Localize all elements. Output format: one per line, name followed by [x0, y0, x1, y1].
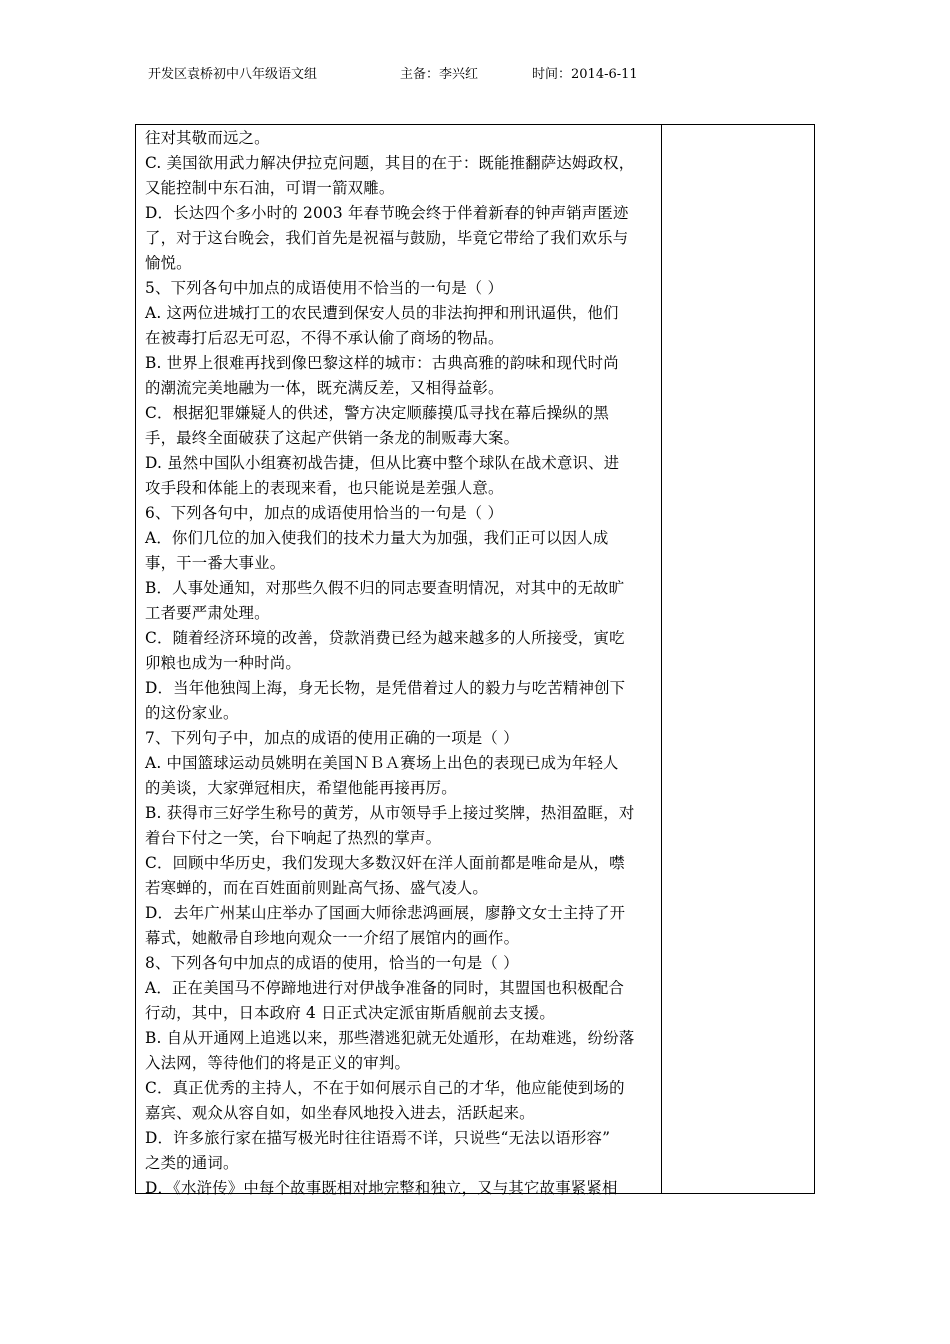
page-header: [148, 66, 638, 84]
column-divider: [661, 125, 662, 1193]
text-line: B. 获得市三好学生称号的黄芳，从市领导手上接过奖牌，热泪盈眶，对: [145, 804, 635, 822]
text-line: 愉悦。: [145, 254, 192, 272]
question-6-stem: 6、下列各句中，加点的成语使用恰当的一句是（ ）: [145, 504, 504, 522]
text-line: C. 美国欲用武力解决伊拉克问题，其目的在于：既能推翻萨达姆政权，: [145, 154, 635, 172]
text-line: 之类的通词。: [145, 1154, 239, 1172]
text-line: 卯粮也成为一种时尚。: [145, 654, 301, 672]
text-line: 若寒蝉的，而在百姓面前则趾高气扬、盛气凌人。: [145, 879, 488, 897]
text-line: D．当年他独闯上海，身无长物，是凭借着过人的毅力与吃苦精神创下: [145, 679, 626, 697]
header-time: 时间：2014-6-11: [532, 67, 638, 82]
text-line: 入法网，等待他们的将是正义的审判。: [145, 1054, 411, 1072]
text-line: C．根据犯罪嫌疑人的供述，警方决定顺藤摸瓜寻找在幕后操纵的黑: [145, 404, 610, 422]
text-line: 幕式，她敝帚自珍地向观众一一介绍了展馆内的画作。: [145, 929, 520, 947]
text-line: 工者要严肃处理。: [145, 604, 270, 622]
text-line: B. 世界上很难再找到像巴黎这样的城市：古典高雅的韵味和现代时尚: [145, 354, 619, 372]
text-line: D．长达四个多小时的 2003 年春节晚会终于伴着新春的钟声销声匿迹: [145, 204, 629, 222]
question-7-stem: 7、下列句子中，加点的成语的使用正确的一项是（ ）: [145, 729, 519, 747]
text-line: 往对其敬而远之。: [145, 129, 270, 147]
lesson-table: [135, 124, 815, 1197]
text-line: 着台下付之一笑，台下响起了热烈的掌声。: [145, 829, 442, 847]
text-line: 在被毒打后忍无可忍，不得不承认偷了商场的物品。: [145, 329, 504, 347]
text-line: C．回顾中华历史，我们发现大多数汉奸在洋人面前都是唯命是从，噤: [145, 854, 625, 872]
question-5-stem: 5、下列各句中加点的成语使用不恰当的一句是（ ）: [145, 279, 504, 297]
text-line: A．正在美国马不停蹄地进行对伊战争准备的同时，其盟国也积极配合: [145, 979, 625, 997]
text-line: 的这份家业。: [145, 704, 239, 722]
text-line: D．去年广州某山庄举办了国画大师徐悲鸿画展，廖静文女士主持了开: [145, 904, 626, 922]
text-line: D．许多旅行家在描写极光时往往语焉不详，只说些“无法以语形容”: [145, 1129, 611, 1147]
header-author: 主备：李兴红: [400, 67, 479, 82]
text-line: D．《水浒传》中每个故事既相对地完整和独立，又与其它故事紧紧相: [145, 1179, 618, 1197]
text-line: D. 虽然中国队小组赛初战告捷，但从比赛中整个球队在战术意识、进: [145, 454, 620, 472]
text-line: C．真正优秀的主持人，不在于如何展示自己的才华，他应能使到场的: [145, 1079, 625, 1097]
text-line: A．你们几位的加入使我们的技术力量大为加强，我们正可以因人成: [145, 529, 609, 547]
text-line: 嘉宾、观众从容自如，如坐春风地投入进去，活跃起来。: [145, 1104, 535, 1122]
text-line: 的潮流完美地融为一体，既充满反差，又相得益彰。: [145, 379, 504, 397]
text-line: 事，干一番大事业。: [145, 554, 286, 572]
text-line: C．随着经济环境的改善，贷款消费已经为越来越多的人所接受，寅吃: [145, 629, 625, 647]
text-line: B. 自从开通网上追逃以来，那些潜逃犯就无处遁形，在劫难逃，纷纷落: [145, 1029, 635, 1047]
question-8-stem: 8、下列各句中加点的成语的使用，恰当的一句是（ ）: [145, 954, 519, 972]
header-group: 开发区袁桥初中八年级语文组: [148, 67, 318, 82]
lesson-content: [145, 126, 655, 1201]
text-line: A. 中国篮球运动员姚明在美国ＮＢＡ赛场上出色的表现已成为年轻人: [145, 754, 619, 772]
text-line: 又能控制中东石油，可谓一箭双雕。: [145, 179, 395, 197]
text-line: 攻手段和体能上的表现来看，也只能说是差强人意。: [145, 479, 504, 497]
text-line: 手，最终全面破获了这起产供销一条龙的制贩毒大案。: [145, 429, 520, 447]
text-line: 的美谈，大家弹冠相庆，希望他能再接再厉。: [145, 779, 457, 797]
text-line: 了，对于这台晚会，我们首先是祝福与鼓励，毕竟它带给了我们欢乐与: [145, 229, 629, 247]
text-line: A. 这两位进城打工的农民遭到保安人员的非法拘押和刑讯逼供，他们: [145, 304, 619, 322]
text-line: 行动，其中，日本政府 4 日正式决定派宙斯盾舰前去支援。: [145, 1004, 555, 1022]
text-line: B．人事处通知，对那些久假不归的同志要查明情况，对其中的无故旷: [145, 579, 625, 597]
